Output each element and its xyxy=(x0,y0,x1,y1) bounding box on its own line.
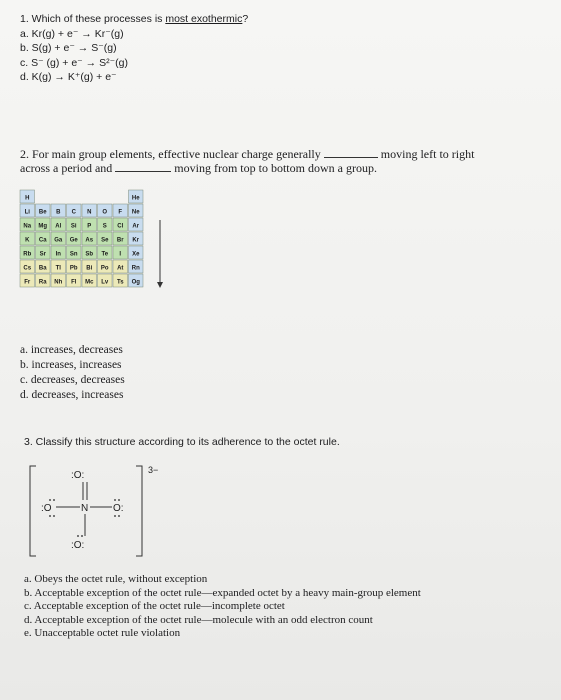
element-symbol: Po xyxy=(100,265,109,272)
element-symbol: Ar xyxy=(132,223,140,230)
right-bracket xyxy=(136,466,142,556)
question-2-choices xyxy=(20,343,125,403)
lewis-structure xyxy=(24,456,184,566)
choice-d: d. decreases, increases xyxy=(20,389,124,401)
choice-c: c. decreases, decreases xyxy=(20,374,125,386)
element-symbol: Sb xyxy=(85,251,94,258)
element-symbol: Be xyxy=(38,209,47,216)
choice-c: c. Acceptable exception of the octet rule—incomplete octet xyxy=(24,600,285,612)
element-symbol: Ts xyxy=(116,279,124,286)
element-symbol: Ca xyxy=(38,237,47,244)
question-1 xyxy=(20,12,248,85)
element-symbol: B xyxy=(56,209,61,216)
element-symbol: At xyxy=(117,265,124,272)
answer-blank-1 xyxy=(324,147,378,158)
element-symbol: Ga xyxy=(54,237,63,244)
element-symbol: Pb xyxy=(69,265,78,272)
element-symbol: Mc xyxy=(85,279,94,286)
emphasis-text: most exothermic xyxy=(165,13,243,25)
element-symbol: Ra xyxy=(38,279,47,286)
choice-b: b. Acceptable exception of the octet rule—expanded octet by a heavy main-group element xyxy=(24,586,421,599)
question-2-line-1: 2. For main group elements, effective nuclear charge generally moving left to right xyxy=(20,147,475,161)
element-symbol: Lv xyxy=(101,279,109,286)
choice-d: d. K(g) → K⁺(g) + e⁻ xyxy=(20,71,117,83)
question-1-stem: 1. Which of these processes is most exothermic? xyxy=(20,13,249,25)
element-symbol: In xyxy=(55,251,61,258)
left-bracket xyxy=(30,466,36,556)
element-symbol: K xyxy=(25,237,30,244)
element-symbol: Tl xyxy=(55,265,61,272)
element-symbol: Cl xyxy=(117,223,124,230)
element-symbol: H xyxy=(25,195,30,202)
element-symbol: Mg xyxy=(38,223,48,230)
question-2 xyxy=(20,147,555,175)
element-symbol: Rn xyxy=(131,265,140,272)
element-symbol: Nh xyxy=(54,279,63,286)
element-symbol: Se xyxy=(101,237,109,244)
element-symbol: C xyxy=(71,209,76,216)
choice-e: e. Unacceptable octet rule violation xyxy=(24,627,181,639)
question-2-line-2: across a period and moving from top to bottom down a group. xyxy=(20,161,377,175)
element-symbol: Na xyxy=(23,223,32,230)
element-symbol: O xyxy=(102,209,108,216)
choice-b: b. increases, increases xyxy=(20,359,122,371)
charge-label: 3− xyxy=(148,465,159,475)
question-3-stem: 3. Classify this structure according to its adherence to the octet rule. xyxy=(24,436,340,448)
element-symbol: Rb xyxy=(23,251,32,258)
top-oxygen: :O: xyxy=(71,470,85,481)
bottom-oxygen: :O: xyxy=(71,540,85,551)
element-symbol: Li xyxy=(24,209,30,216)
element-symbol: Ge xyxy=(69,237,78,244)
periodic-table-figure xyxy=(18,188,168,293)
down-arrow-head xyxy=(157,282,163,288)
element-symbol: Br xyxy=(116,237,124,244)
right-oxygen: O: xyxy=(113,503,124,514)
element-symbol: Si xyxy=(70,223,77,230)
element-symbol: Kr xyxy=(132,237,140,244)
choice-c: c. S⁻ (g) + e⁻ → S²⁻(g) xyxy=(20,56,128,69)
element-symbol: Sr xyxy=(39,251,46,258)
choice-a: a. Obeys the octet rule, without exception xyxy=(24,573,208,585)
element-symbol: Cs xyxy=(23,265,32,272)
element-symbol: S xyxy=(102,223,107,230)
choice-b: b. S(g) + e⁻ → S⁻(g) xyxy=(20,42,117,54)
question-3-choices xyxy=(24,573,421,641)
choice-d: d. Acceptable exception of the octet rule—molecule with an odd electron count xyxy=(24,613,373,626)
element-symbol: I xyxy=(119,251,122,258)
element-symbol: Og xyxy=(131,279,140,286)
choice-a: a. increases, decreases xyxy=(20,344,123,356)
answer-blank-2 xyxy=(115,161,171,172)
element-symbol: Al xyxy=(55,223,62,230)
choice-a: a. Kr(g) + e⁻ → Kr⁻(g) xyxy=(20,27,124,40)
element-symbol: Ne xyxy=(131,209,140,216)
element-symbol: Sn xyxy=(69,251,78,258)
element-symbol: Bi xyxy=(86,265,93,272)
element-symbol: Xe xyxy=(132,251,140,258)
element-symbol: Fl xyxy=(71,279,77,286)
left-oxygen: :O xyxy=(41,503,52,514)
element-symbol: Te xyxy=(101,251,109,258)
element-symbol: He xyxy=(131,195,140,202)
element-symbol: N xyxy=(87,209,92,216)
nitrogen-atom: N xyxy=(81,503,89,514)
element-symbol: F xyxy=(118,209,123,216)
element-symbol: Fr xyxy=(24,279,31,286)
element-symbol: As xyxy=(85,237,94,244)
element-symbol: P xyxy=(87,223,92,230)
element-symbol: Ba xyxy=(38,265,47,272)
